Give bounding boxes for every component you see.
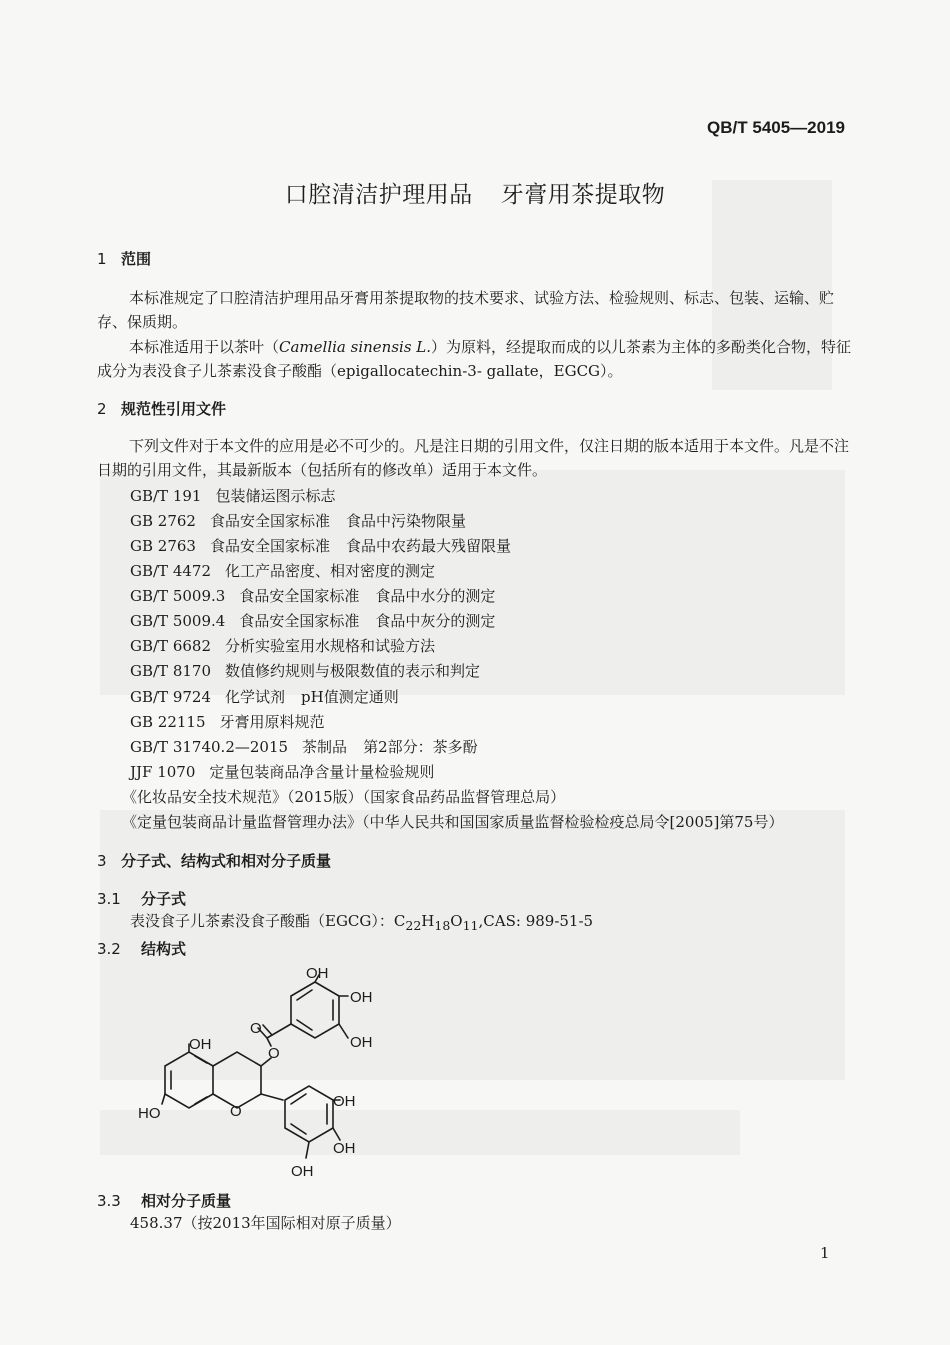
reference-regulation: 《化妆品安全技术规范》（2015版）（国家食品药品监督管理总局）: [122, 788, 566, 806]
ref-title: 定量包装商品净含量计量检验规则: [209, 763, 435, 781]
oh-label: OH: [350, 1034, 373, 1051]
ref-code: JJF 1070: [130, 763, 196, 781]
ref-title: 化学试剂: [225, 688, 286, 706]
title-part-1: 口腔清洁护理用品: [284, 182, 473, 208]
formula-element: O: [450, 912, 463, 930]
paragraph-text: 下列文件对于本文件的应用是必不可少的。凡是注日期的引用文件，仅注日期的版本适用于本文件。凡是不注日期的引用文件，其最新版本（包括所有的修改单）适用于本文件。: [97, 437, 850, 479]
ref-title: 牙膏用原料规范: [219, 713, 325, 731]
ref-title: 食品安全国家标准: [239, 612, 360, 630]
mass-value: 458.37: [130, 1214, 183, 1232]
oh-label: OH: [350, 989, 373, 1006]
ref-code: GB/T 5009.3: [130, 587, 226, 605]
paragraph-text: 本标准适用于以茶叶（: [129, 338, 280, 356]
latin-name: Camellia sinensis L.: [279, 338, 432, 356]
section-3-3-heading: [97, 1190, 231, 1211]
ref-code: GB/T 9724: [130, 688, 212, 706]
section-title: 规范性引用文件: [121, 400, 227, 418]
section-number: 2: [97, 400, 107, 418]
oh-label: OH: [333, 1140, 356, 1157]
section-number: 3: [97, 852, 107, 870]
formula-subscript: 22: [405, 918, 422, 933]
section-title: 结构式: [141, 940, 187, 958]
ref-title: 化工产品密度、相对密度的测定: [225, 562, 436, 580]
formula-subscript: 18: [434, 918, 451, 933]
ref-code: GB/T 5009.4: [130, 612, 226, 630]
ref-code: GB 2763: [130, 537, 196, 555]
ref-title: 食品安全国家标准: [239, 587, 360, 605]
standard-code: QB/T 5405—2019: [707, 118, 845, 137]
ref-subtitle: 第2部分：茶多酚: [363, 738, 478, 756]
ref-title: 食品安全国家标准: [209, 512, 330, 530]
section-title: 相对分子质量: [141, 1192, 232, 1210]
section-number: 3.1: [97, 890, 121, 908]
ref-code: GB/T 6682: [130, 637, 212, 655]
formula-label: 表没食子儿茶素没食子酸酯（EGCG）：: [130, 912, 394, 930]
section-title: 分子式、结构式和相对分子质量: [121, 852, 332, 870]
oh-label: OH: [291, 1163, 314, 1180]
molecular-mass: [130, 1212, 401, 1233]
section-title: 范围: [121, 250, 152, 268]
ref-code: GB 2762: [130, 512, 196, 530]
ref-code: GB/T 4472: [130, 562, 212, 580]
oh-label: OH: [333, 1093, 356, 1110]
ref-subtitle: 食品中水分的测定: [375, 587, 496, 605]
formula-element: C: [393, 912, 406, 930]
ref-code: GB/T 31740.2—2015: [130, 738, 289, 756]
ester-o-label: O: [268, 1045, 280, 1062]
carbonyl-o-label: O: [250, 1020, 262, 1037]
ref-title: 数值修约规则与极限数值的表示和判定: [225, 662, 481, 680]
ref-subtitle: 食品中灰分的测定: [375, 612, 496, 630]
ref-code: GB/T 191: [130, 487, 202, 505]
oh-label: OH: [189, 1036, 212, 1053]
ref-code: GB 22115: [130, 713, 206, 731]
oh-label: OH: [306, 965, 329, 982]
ref-title: 分析实验室用水规格和试验方法: [225, 637, 436, 655]
ref-title: 茶制品: [302, 738, 348, 756]
section-number: 1: [97, 250, 107, 268]
ring-o-label: O: [230, 1103, 242, 1120]
section-title: 分子式: [141, 890, 187, 908]
paragraph-text: 本标准规定了口腔清洁护理用品牙膏用茶提取物的技术要求、试验方法、检验规则、标志、包装、运输、贮存、保质期。: [97, 289, 835, 331]
reference-regulation: 《定量包装商品计量监督管理办法》（中华人民共和国国家质量监督检验检疫总局令[2005]第75号）: [122, 813, 784, 831]
structure-bonds: [162, 975, 348, 1158]
ref-title: 包装储运图示标志: [215, 487, 336, 505]
ref-code: GB/T 8170: [130, 662, 212, 680]
ho-label: HO: [138, 1105, 161, 1122]
formula-element: H: [421, 912, 435, 930]
ref-subtitle: 食品中农药最大残留限量: [345, 537, 511, 555]
page-number: 1: [820, 1244, 830, 1262]
section-number: 3.3: [97, 1192, 121, 1210]
ref-subtitle: pH值测定通则: [301, 688, 399, 706]
ref-subtitle: 食品中污染物限量: [345, 512, 466, 530]
ref-title: 食品安全国家标准: [209, 537, 330, 555]
section-number: 3.2: [97, 940, 121, 958]
paragraph-text: ）为原料，经提取而成的以儿茶素为主体的多酚类化合物，特征成分为表没食子儿茶素没食子酸酯（epigallocatechin-3- gallate，EGCG）。: [97, 338, 852, 380]
mass-note: （按2013年国际相对原子质量）: [182, 1214, 401, 1232]
cas-number: ,CAS: 989-51-5: [478, 912, 594, 930]
title-part-2: 牙膏用茶提取物: [500, 182, 666, 208]
formula-subscript: 11: [462, 918, 479, 933]
